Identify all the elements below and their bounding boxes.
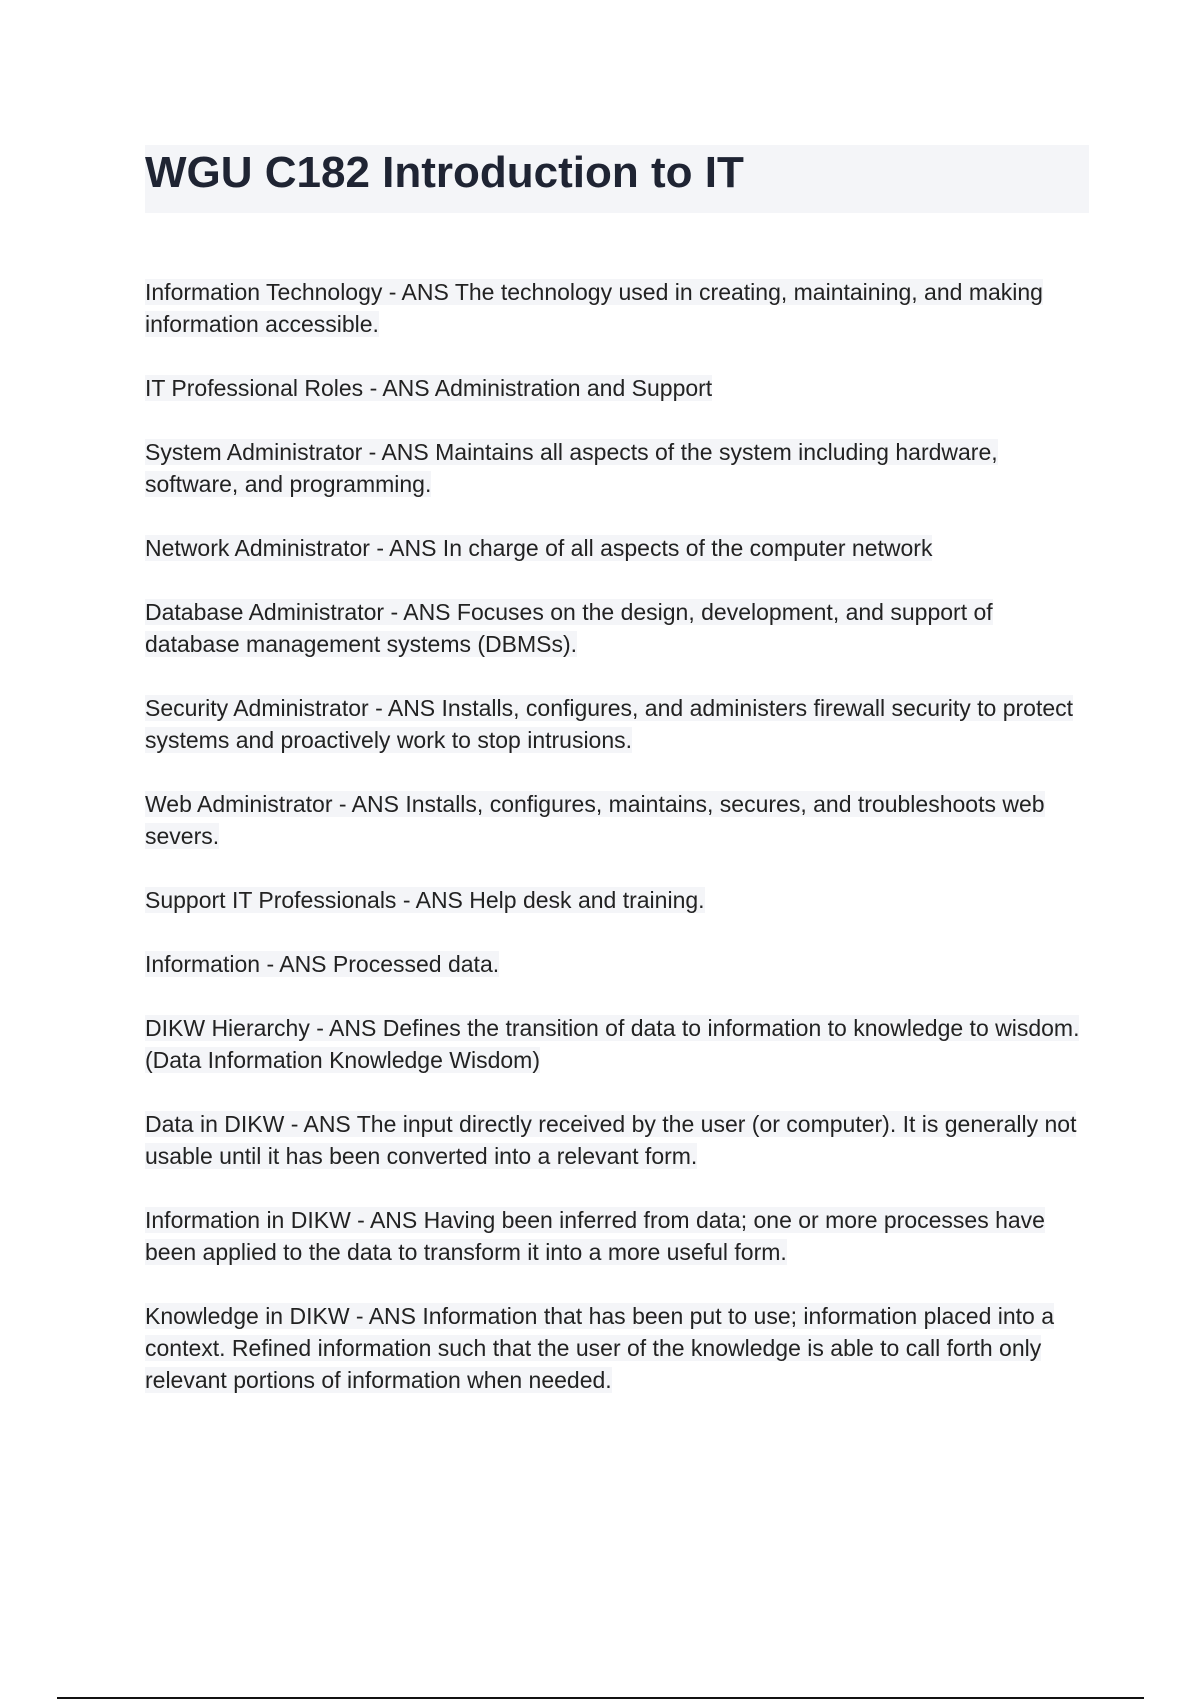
entry-information: [145, 948, 1089, 980]
entry-database-administrator: [145, 596, 1089, 660]
entry-text: Information Technology - ANS The technology used in creating, maintaining, and making information accessible.: [145, 279, 1043, 337]
entry-text: Network Administrator - ANS In charge of all aspects of the computer network: [145, 535, 933, 561]
entry-system-administrator: [145, 436, 1089, 500]
page-title: WGU C182 Introduction to IT: [145, 148, 744, 197]
entry-information-in-dikw: [145, 1204, 1089, 1268]
entry-text: System Administrator - ANS Maintains all aspects of the system including hardware, software, and programming.: [145, 439, 998, 497]
entry-text: Database Administrator - ANS Focuses on the design, development, and support of database management systems (DBMSs).: [145, 599, 993, 657]
entry-it-professional-roles: [145, 372, 1089, 404]
entry-text: Knowledge in DIKW - ANS Information that has been put to use; information placed into a context. Refined information such that the user of the knowledge is able to call forth only relevant portions of information when needed.: [145, 1303, 1055, 1393]
entry-text: Information in DIKW - ANS Having been inferred from data; one or more processes have been applied to the data to transform it into a more useful form.: [145, 1207, 1045, 1265]
entry-support-it-professionals: [145, 884, 1089, 916]
entry-text: Data in DIKW - ANS The input directly received by the user (or computer). It is generally not usable until it has been converted into a relevant form.: [145, 1111, 1077, 1169]
entry-text: IT Professional Roles - ANS Administration and Support: [145, 375, 713, 401]
entry-text: DIKW Hierarchy - ANS Defines the transition of data to information to knowledge to wisdom. (Data Information Knowledge Wisdom): [145, 1015, 1080, 1073]
entry-text: Security Administrator - ANS Installs, configures, and administers firewall security to protect systems and proactively work to stop intrusions.: [145, 695, 1074, 753]
entry-data-in-dikw: [145, 1108, 1089, 1172]
page-bottom-rule: [57, 1697, 1144, 1699]
entry-text: Support IT Professionals - ANS Help desk and training.: [145, 887, 705, 913]
entry-network-administrator: [145, 532, 1089, 564]
entry-list: [145, 276, 1089, 1428]
entry-text: Web Administrator - ANS Installs, configures, maintains, secures, and troubleshoots web severs.: [145, 791, 1045, 849]
entry-knowledge-in-dikw: [145, 1300, 1089, 1396]
entry-web-administrator: [145, 788, 1089, 852]
entry-information-technology: [145, 276, 1089, 340]
entry-security-administrator: [145, 692, 1089, 756]
entry-text: Information - ANS Processed data.: [145, 951, 500, 977]
entry-dikw-hierarchy: [145, 1012, 1089, 1076]
